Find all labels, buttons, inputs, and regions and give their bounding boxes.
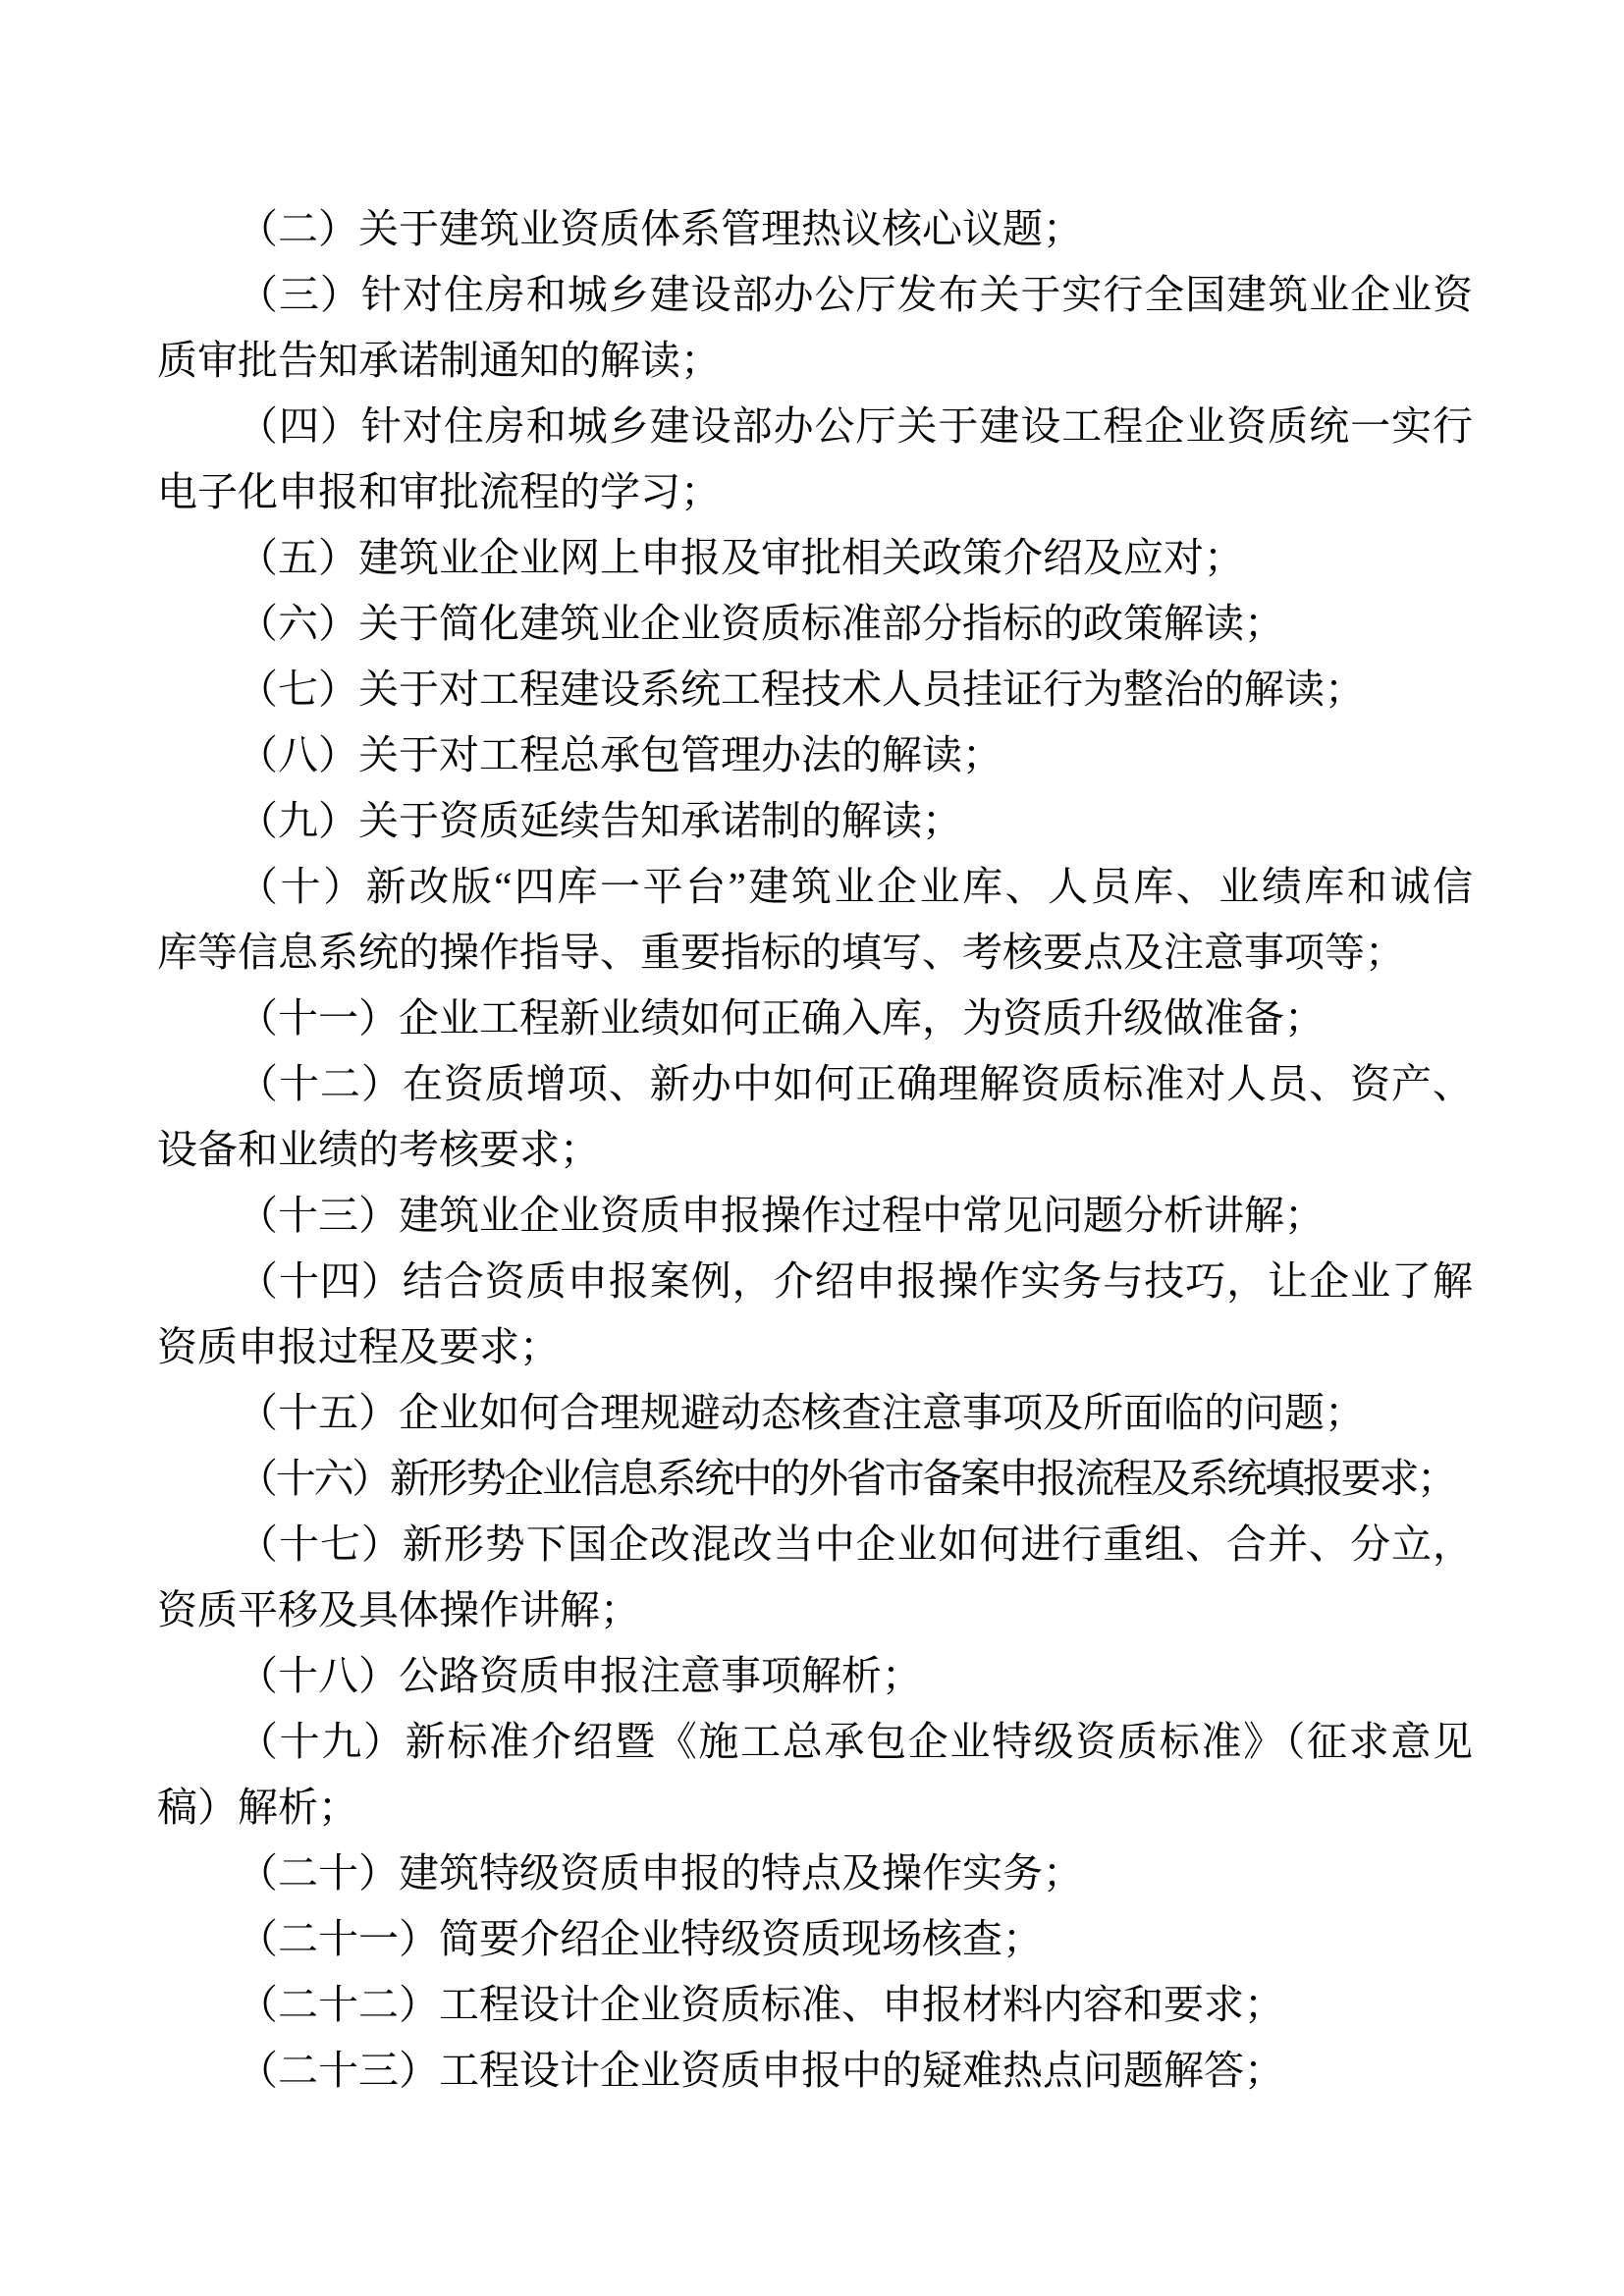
document-line: （九）关于资质延续告知承诺制的解读； <box>238 798 962 843</box>
document-line: （十五）企业如何合理规避动态核查注意事项及所面临的问题； <box>238 1390 1365 1435</box>
document-line: （二十）建筑特级资质申报的特点及操作实务； <box>238 1850 1083 1896</box>
document-line: （六）关于简化建筑业企业资质标准部分指标的政策解读； <box>238 601 1284 646</box>
document-line: （十四）结合资质申报案例，介绍申报操作实务与技巧，让企业了解 <box>238 1258 1473 1304</box>
document-line: （十六）新形势企业信息系统中的外省市备案申报流程及系统填报要求； <box>238 1456 1455 1501</box>
document-line: （十九）新标准介绍暨《施工总承包企业特级资质标准》（征求意见 <box>238 1719 1473 1764</box>
document-line: 资质平移及具体操作讲解； <box>157 1587 640 1632</box>
document-line: 电子化申报和审批流程的学习； <box>157 469 721 514</box>
document-body <box>157 196 1473 2104</box>
document-line: 库等信息系统的操作指导、重要指标的填写、考核要点及注意事项等； <box>157 930 1405 975</box>
document-line: （十八）公路资质申报注意事项解析； <box>238 1653 922 1698</box>
document-line: （十二）在资质增项、新办中如何正确理解资质标准对人员、资产、 <box>238 1061 1473 1106</box>
document-line: 资质申报过程及要求； <box>157 1324 560 1369</box>
document-line: （十一）企业工程新业绩如何正确入库，为资质升级做准备； <box>238 995 1325 1041</box>
document-line: 设备和业绩的考核要求； <box>157 1127 600 1172</box>
document-line: 质审批告知承诺制通知的解读； <box>157 338 721 383</box>
document-line: （二十一）简要介绍企业特级资质现场核查； <box>238 1916 1043 1961</box>
document-line: （四）针对住房和城乡建设部办公厅关于建设工程企业资质统一实行 <box>238 403 1473 449</box>
document-line: 稿）解析； <box>157 1785 358 1830</box>
document-line: （二十三）工程设计企业资质申报中的疑难热点问题解答； <box>238 2048 1284 2093</box>
document-line: （二）关于建筑业资质体系管理热议核心议题； <box>238 206 1083 251</box>
document-line: （二十二）工程设计企业资质标准、申报材料内容和要求； <box>238 1982 1284 2027</box>
document-line: （三）针对住房和城乡建设部办公厅发布关于实行全国建筑业企业资 <box>238 272 1473 317</box>
document-line: （十七）新形势下国企改混改当中企业如何进行重组、合并、分立， <box>238 1522 1473 1567</box>
document-line: （五）建筑业企业网上申报及审批相关政策介绍及应对； <box>238 535 1244 580</box>
document-line: （七）关于对工程建设系统工程技术人员挂证行为整治的解读； <box>238 667 1365 712</box>
document-line: （八）关于对工程总承包管理办法的解读； <box>238 732 1002 777</box>
document-line: （十三）建筑业企业资质申报操作过程中常见问题分析讲解； <box>238 1193 1325 1238</box>
document-line: （十）新改版“四库一平台”建筑业企业库、人员库、业绩库和诚信 <box>238 864 1473 909</box>
